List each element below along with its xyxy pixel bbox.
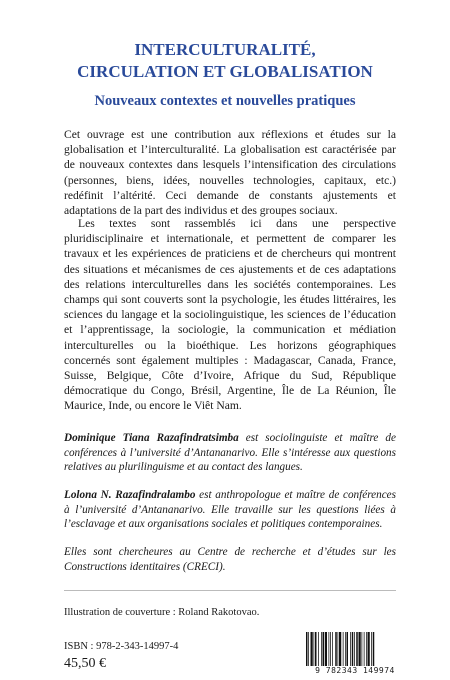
barcode-number: 9 782343 149974 [315,666,395,675]
cover-credit: Illustration de couverture : Roland Rakotovao. [64,607,260,618]
summary-paragraph-1 [64,127,396,218]
author-bio-2-text: est anthropologue et maître de conférences à l’université d’Antananarivo. Elle travaille sur les questions liées à l’esclavage et aux organisations sociales et politiques contemporaines. [64,489,397,531]
research-centre-note: Elles sont chercheures au Centre de recherche et d’études sur les Constructions identitaires (CRECI). [64,546,396,573]
author-bio-2 [64,488,396,532]
summary-paragraph-2 [64,216,396,414]
price: 45,50 € [64,656,106,671]
isbn: ISBN : 978-2-343-14997-4 [64,641,179,652]
author-name-1: Dominique Tiana Razafindratsimba [64,432,239,444]
title-line-1: INTERCULTURALITÉ, [134,40,316,59]
subtitle: Nouveaux contextes et nouvelles pratiques [94,93,356,109]
summary-paragraph-2-text: Les textes sont rassemblés ici dans une perspective pluridisciplinaire et internationale, et permettent de comparer les travaux et les expériences de praticiens et de chercheurs qui montrent des situations et mécanismes de ces ajustements et de ces adaptations des relations interculturelles dans les sociétés contemporaines. Les champs qui sont couverts sont la psychologie, les études littéraires, les sciences du langage et la sociolinguistique, les sciences de l’éducation et l’apprentissage, la sociologie, la communication et médiation interculturelles ou la bioéthique. Les horizons géographiques concernés sont également multiples : Madagascar, Canada, France, Suisse, Belgique, Côte d’Ivoire, Afrique du Sud, République démocratique du Congo, Brésil, Argentine, Île de La Réunion, Île Maurice, Inde, ou encore le Viêt Nam. [64,217,396,413]
title-line-2: CIRCULATION ET GLOBALISATION [77,62,373,81]
summary-paragraph-1-text: Cet ouvrage est une contribution aux réflexions et études sur la globalisation et l’interculturalité. La globalisation est caractérisée par de nouveaux contextes dans lesquels l’intensification des circulations (personnes, biens, idées, nouvelles technologies, capitaux, etc.) redéfinit l’altérité. Ceci demande de constants ajustements et adaptations de la part des individus et des groupes sociaux. [64,128,396,218]
author-bio-1 [64,431,396,475]
author-name-2: Lolona N. Razafindralambo [64,489,196,501]
divider [64,590,396,591]
author-bio-1-text: est sociolinguiste et maître de conférences à l’université d’Antananarivo. Elle s’intéresse aux questions relatives au plurilinguisme et au contact des langues. [64,432,396,474]
